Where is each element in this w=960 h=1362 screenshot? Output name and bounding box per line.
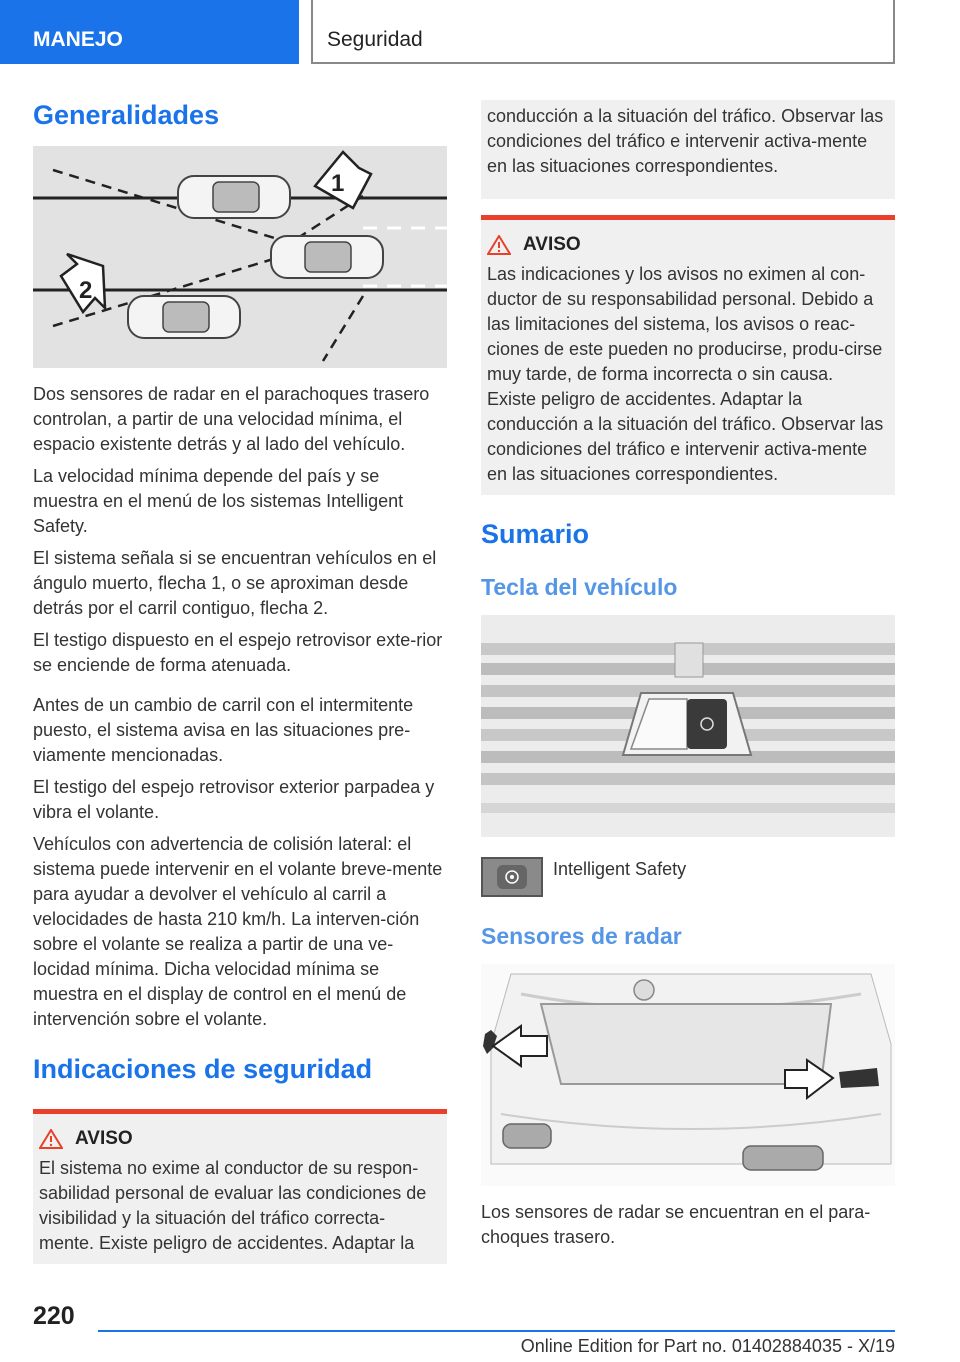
button-panel-image: [481, 615, 895, 837]
left-column: [33, 100, 447, 1264]
heading-sensores: Sensores de radar: [481, 923, 682, 949]
heading-sumario: Sumario: [481, 519, 590, 549]
header-chapter: Seguridad: [311, 0, 895, 64]
warning-title-text: AVISO: [523, 234, 581, 255]
arrow-2-label: 2: [79, 277, 93, 304]
car-middle: [271, 236, 383, 278]
footer-edition: Online Edition for Part no. 01402884035 - X/19: [520, 1336, 895, 1356]
footer-divider: [98, 1330, 895, 1332]
button-legend-label: Intelligent Safety: [553, 859, 687, 879]
warning-text: El sistema no exime al conductor de su respon-sabilidad personal de evaluar las condiciones de visibilidad y la situación del tráfico correcta-mente. Existe peligro de accidentes. Adaptar la: [39, 1158, 427, 1253]
paragraph: Los sensores de radar se encuentran en el para-choques trasero.: [481, 1202, 871, 1247]
heading-safety: Indicaciones de seguridad: [33, 1054, 373, 1084]
warning-box: [33, 1109, 447, 1264]
intelligent-safety-icon: [481, 857, 543, 897]
arrow-1-label: 1: [331, 170, 345, 197]
paragraph: El sistema señala si se encuentran vehículos en el ángulo muerto, flecha 1, o se aproximan desde detrás por el carril contiguo, flecha 2.: [33, 548, 437, 618]
right-column: [481, 100, 895, 1257]
warning-box: [481, 215, 895, 495]
header-section: MANEJO: [0, 0, 299, 64]
button-legend: [481, 857, 895, 897]
paragraph: La velocidad mínima depende del país y se muestra en el menú de los sistemas Intelligent Safety.: [33, 466, 404, 536]
page-number: 220: [33, 1302, 75, 1330]
warning-title-text: AVISO: [75, 1128, 133, 1149]
blind-spot-diagram: [33, 146, 447, 368]
paragraph: Vehículos con advertencia de colisión lateral: el sistema puede intervenir en el volante breve-mente para ayudar a devolver el vehículo al carril a velocidades de hasta 210 km/h. La interven-ción sobre el volante se realiza a partir de una ve-locidad mínima. Dicha velocidad mínima se muestra en el display de control en el menú de intervención sobre el volante.: [33, 834, 443, 1029]
warning-triangle-icon: [39, 1129, 63, 1149]
heading-tecla: Tecla del vehículo: [481, 574, 678, 600]
warning-title: [39, 1128, 439, 1150]
warning-triangle-icon: [487, 235, 511, 255]
car-top: [178, 176, 290, 218]
paragraph: El testigo del espejo retrovisor exterior parpadea y vibra el volante.: [33, 777, 435, 822]
heading-generalidades: Generalidades: [33, 100, 220, 130]
car-bottom: [128, 296, 240, 338]
paragraph: Dos sensores de radar en el parachoques trasero controlan, a partir de una velocidad mínima, el espacio existente detrás y al lado del vehículo.: [33, 384, 430, 454]
warning-text: Las indicaciones y los avisos no eximen al con-ductor de su responsabilidad personal. Debido a las limitaciones del sistema, los avisos o reac-ciones de este pueden no producirse, produ-cirse muy tarde, de forma incorrecta o sin causa. Existe peligro de accidentes. Adaptar la conducción a la situación del tráfico. Observar las condiciones del tráfico e intervenir activa-mente en las situaciones correspondientes.: [487, 264, 884, 484]
paragraph: Antes de un cambio de carril con el intermitente puesto, el sistema avisa en las situaciones pre-viamente mencionadas.: [33, 695, 414, 765]
paragraph: El testigo dispuesto en el espejo retrovisor exte-rior se enciende de forma atenuada.: [33, 630, 443, 675]
warning-title: [487, 234, 887, 256]
rear-bumper-image: [481, 964, 895, 1186]
warning-continuation: [481, 100, 895, 199]
warning-text: conducción a la situación del tráfico. Observar las condiciones del tráfico e intervenir activa-mente en las situaciones correspondientes.: [487, 106, 884, 176]
